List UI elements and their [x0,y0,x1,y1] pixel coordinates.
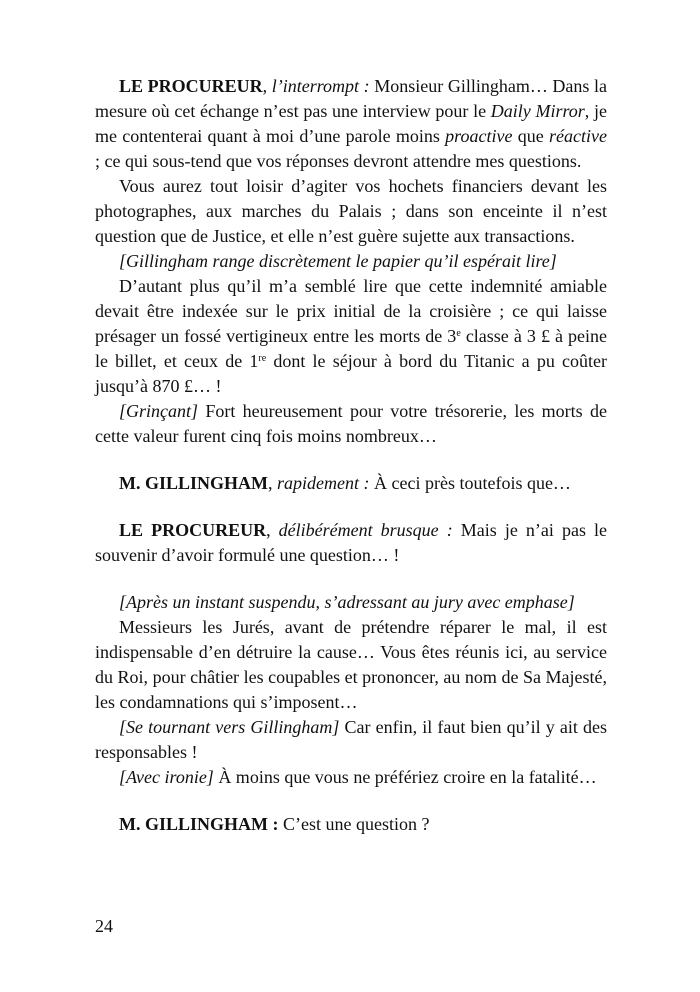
text-run: , [268,473,278,493]
text-run: dont le séjour à bord du Titanic a pu coûter jusqu’à 870 £… ! [95,351,607,396]
italic-text: [Avec ironie] [119,767,214,787]
italic-text: [Grinçant] [119,401,199,421]
text-run: classe à 3 £ à peine le billet, et ceux de 1 [95,326,608,371]
text-run: , je me contenterai quant à moi d’une parole moins [95,101,607,146]
text-run: À moins que vous ne préfériez croire en la fatalité… [213,767,597,787]
italic-text: [Se tournant vers Gillingham] [119,717,340,737]
text-run: , [262,76,272,96]
paragraph [95,471,607,496]
paragraph [95,74,607,174]
speaker-name: M. GILLINGHAM : [119,814,279,834]
text-run: ; ce qui sous-tend que vos réponses devront attendre mes questions. [95,151,582,171]
text-run: Vous aurez tout loisir d’agiter vos hochets financiers devant les photographes, aux marches du Palais ; dans son enceinte il n’est question que de Justice, et elle n’est guère sujette aux transactions. [95,176,607,246]
italic-text: rapidement : [277,473,370,493]
paragraph [95,399,607,449]
italic-text: Daily Mirror [490,101,585,121]
italic-text: délibérément brusque : [278,520,453,540]
text-run: À ceci près toutefois que… [369,473,571,493]
speaker-name: LE PROCUREUR [119,520,267,540]
text-run: Monsieur Gillingham… Dans la mesure où cet échange n’est pas une interview pour le [95,76,607,121]
text-run: Fort heureusement pour votre trésorerie, les morts de cette valeur furent cinq fois moins nombreux… [95,401,607,446]
page-number: 24 [95,916,113,936]
text-run: C’est une question ? [278,814,430,834]
text-run: Mais je n’ai pas le souvenir d’avoir formulé une question… ! [95,520,607,565]
speaker-name: LE PROCUREUR [119,76,263,96]
paragraph [95,174,607,249]
italic-text: [Après un instant suspendu, s’adressant au jury avec emphase] [119,592,575,612]
text-run: D’autant plus qu’il m’a semblé lire que cette indemnité amiable devait être indexée sur le prix initial de la croisière ; ce qui laisse présager un fossé vertigineux entre les morts de 3 [95,276,607,346]
superscript: e [456,328,461,339]
paragraph [95,715,607,765]
paragraph [95,274,607,399]
text-run: Car enfin, il faut bien qu’il y ait des responsables ! [95,717,607,762]
paragraph [95,615,607,715]
text-run: que [512,126,550,146]
paragraph [95,518,607,568]
text-run: Messieurs les Jurés, avant de prétendre réparer le mal, il est indispensable d’en détruire la cause… Vous êtes réunis ici, au service du Roi, pour châtier les coupables et prononcer, au nom de Sa Majesté, les condamnations qui s’imposent… [95,617,607,712]
superscript: re [258,353,267,364]
paragraph [95,249,607,274]
play-text [95,74,607,837]
italic-text: proactive [445,126,513,146]
italic-text: [Gillingham range discrètement le papier qu’il espérait lire] [119,251,557,271]
text-run: , [266,520,279,540]
italic-text: l’interrompt : [271,76,370,96]
paragraph [95,765,607,790]
paragraph [95,590,607,615]
italic-text: réactive [549,126,607,146]
paragraph [95,812,607,837]
speaker-name: M. GILLINGHAM [119,473,269,493]
